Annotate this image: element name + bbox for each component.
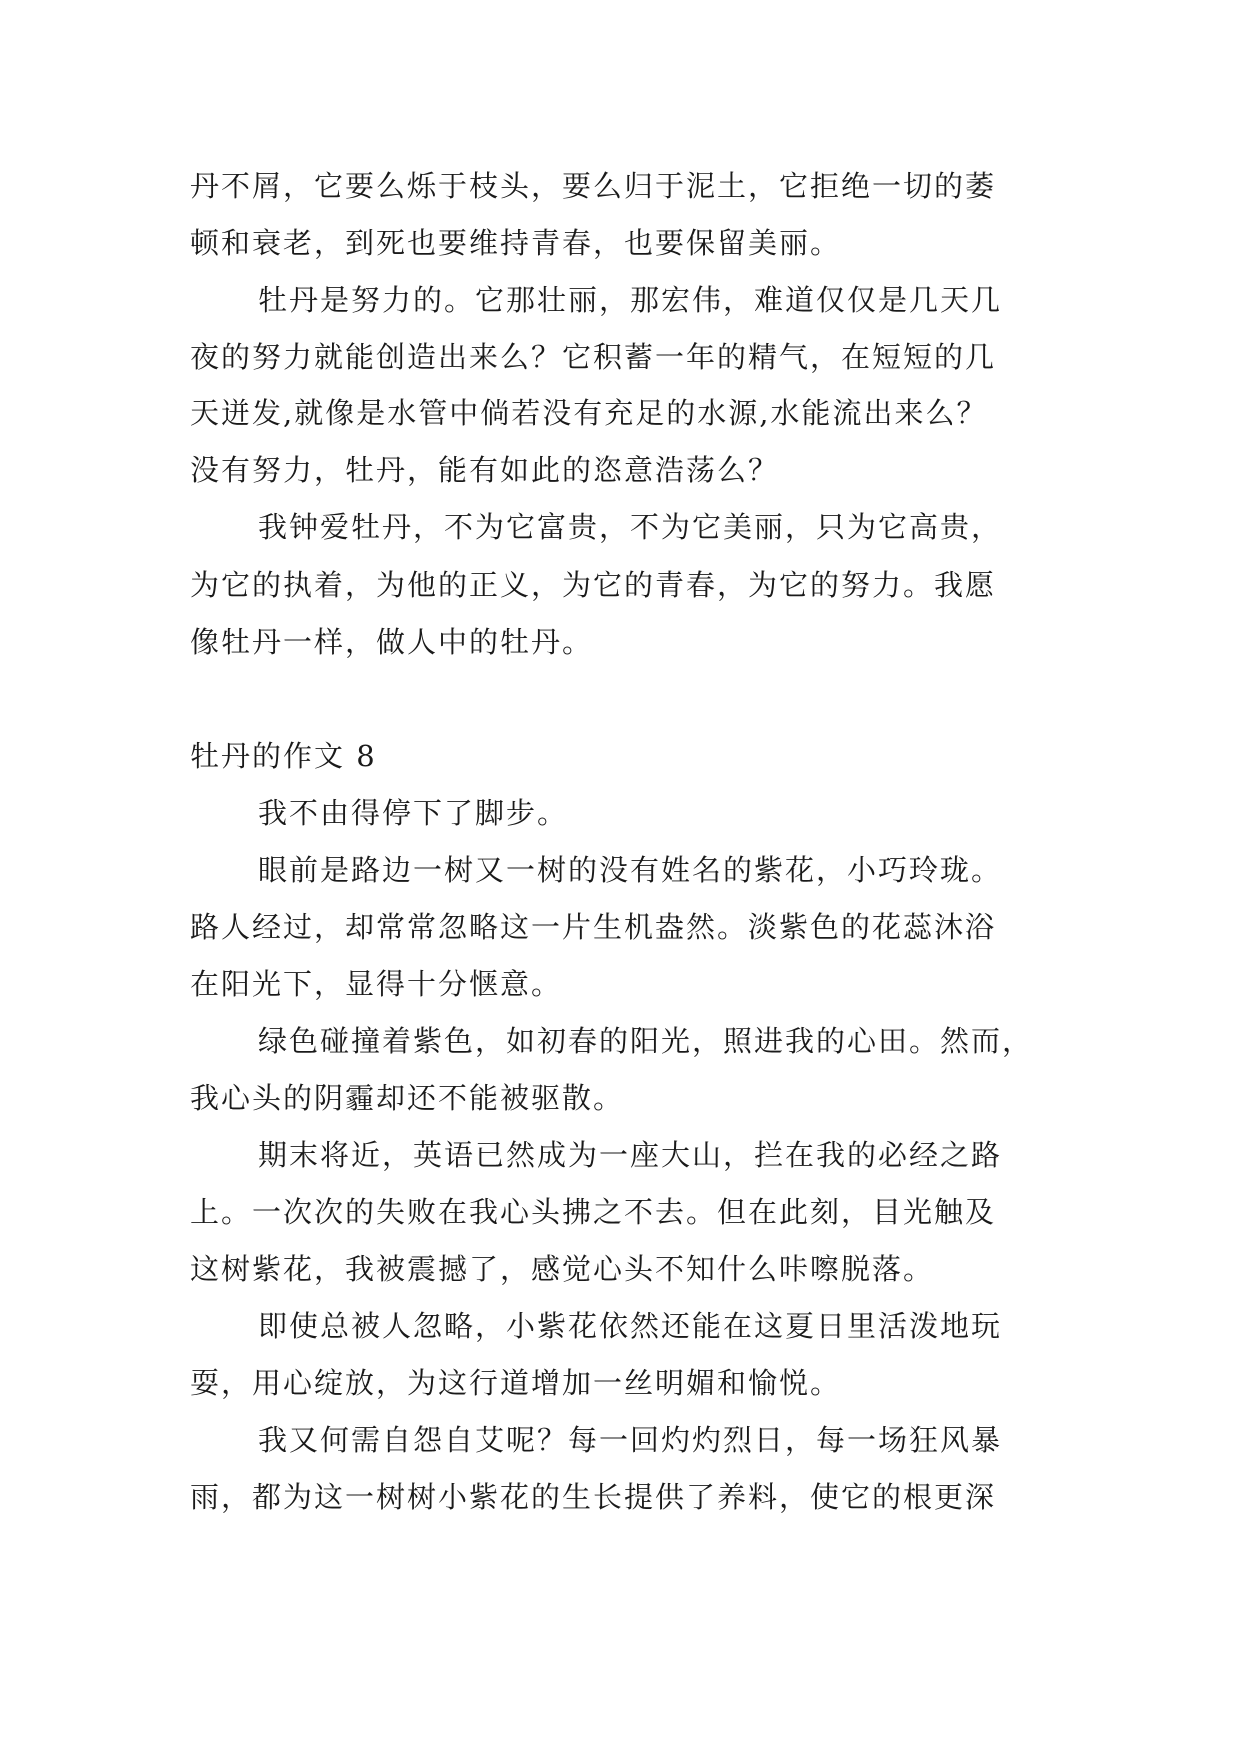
text-line: 在阳光下，显得十分惬意。 [190, 967, 563, 1001]
paragraph-start: 牡丹是努力的。它那壮丽，那宏伟，难道仅仅是几天几 [258, 283, 1003, 317]
text-line: 雨，都为这一树树小紫花的生长提供了养料，使它的根更深 [190, 1480, 997, 1514]
text-line: 像牡丹一样，做人中的牡丹。 [190, 625, 594, 659]
paragraph-start: 眼前是路边一树又一树的没有姓名的紫花，小巧玲珑。 [258, 853, 1003, 887]
paragraph-start: 我钟爱牡丹，不为它富贵，不为它美丽，只为它高贵， [258, 510, 1003, 544]
text-line: 天迸发,就像是水管中倘若没有充足的水源,水能流出来么？ [190, 396, 988, 430]
text-line: 为它的执着，为他的正义，为它的青春，为它的努力。我愿 [190, 568, 997, 602]
paragraph-start: 我不由得停下了脚步。 [258, 796, 569, 830]
section-title: 牡丹的作文 8 [190, 739, 377, 773]
text-line: 我心头的阴霾却还不能被驱散。 [190, 1081, 625, 1115]
text-line: 耍，用心绽放，为这行道增加一丝明媚和愉悦。 [190, 1366, 842, 1400]
text-line: 路人经过，却常常忽略这一片生机盎然。淡紫色的花蕊沐浴 [190, 910, 997, 944]
text-line: 夜的努力就能创造出来么？它积蓄一年的精气，在短短的几 [190, 340, 997, 374]
paragraph-start: 我又何需自怨自艾呢？每一回灼灼烈日，每一场狂风暴 [258, 1423, 1003, 1457]
text-line: 没有努力，牡丹，能有如此的恣意浩荡么？ [190, 453, 780, 487]
text-line: 上。一次次的失败在我心头拂之不去。但在此刻，目光触及 [190, 1195, 997, 1229]
paragraph-start: 绿色碰撞着紫色，如初春的阳光，照进我的心田。然而， [258, 1024, 1034, 1058]
text-line: 丹不屑，它要么烁于枝头，要么归于泥土，它拒绝一切的萎 [190, 169, 997, 203]
paragraph-start: 期末将近，英语已然成为一座大山，拦在我的必经之路 [258, 1138, 1003, 1172]
paragraph-start: 即使总被人忽略，小紫花依然还能在这夏日里活泼地玩 [258, 1309, 1003, 1343]
text-line: 顿和衰老，到死也要维持青春，也要保留美丽。 [190, 226, 842, 260]
text-line: 这树紫花，我被震撼了，感觉心头不知什么咔嚓脱落。 [190, 1252, 935, 1286]
